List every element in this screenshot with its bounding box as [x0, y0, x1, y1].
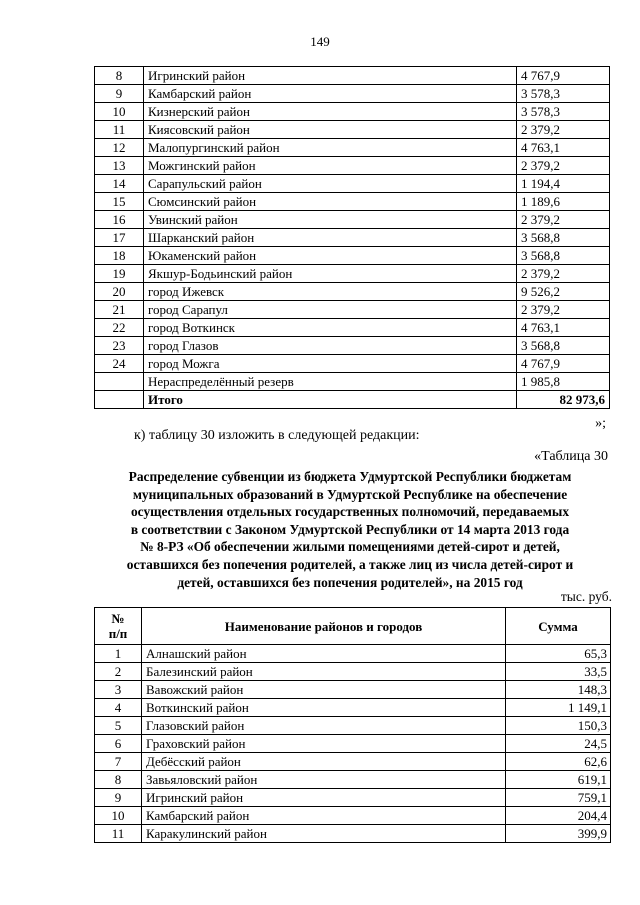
- table-row: [95, 265, 610, 283]
- row-num: 17: [95, 229, 144, 247]
- row-name: Дебёсский район: [142, 753, 506, 771]
- row-name: Юкаменский район: [144, 247, 517, 265]
- row-name: Увинский район: [144, 211, 517, 229]
- row-name: Игринский район: [144, 67, 517, 85]
- header-num-line1: №: [111, 611, 125, 626]
- row-num: 6: [95, 735, 142, 753]
- row-name: город Глазов: [144, 337, 517, 355]
- table-row: [95, 645, 611, 663]
- row-value: 65,3: [506, 645, 611, 663]
- row-name: Балезинский район: [142, 663, 506, 681]
- row-name: Малопургинский район: [144, 139, 517, 157]
- row-name: Игринский район: [142, 789, 506, 807]
- table-row: [95, 807, 611, 825]
- table-row: [95, 717, 611, 735]
- table-label: «Таблица 30: [534, 449, 608, 464]
- row-value: 2 379,2: [517, 157, 610, 175]
- table-row: [95, 373, 610, 391]
- row-num: 23: [95, 337, 144, 355]
- page-number: 149: [310, 34, 330, 49]
- row-value: 1 194,4: [517, 175, 610, 193]
- row-name: город Ижевск: [144, 283, 517, 301]
- total-row: [95, 391, 610, 409]
- table-row: [95, 175, 610, 193]
- row-name: Камбарский район: [142, 807, 506, 825]
- row-name: Кизнерский район: [144, 103, 517, 121]
- table-row: [95, 103, 610, 121]
- row-value: 3 568,8: [517, 337, 610, 355]
- row-value: 3 578,3: [517, 103, 610, 121]
- header-num: [95, 608, 142, 645]
- table-row: [95, 301, 610, 319]
- row-value: 3 578,3: [517, 85, 610, 103]
- row-value: 24,5: [506, 735, 611, 753]
- row-value: 4 763,1: [517, 139, 610, 157]
- row-value: 4 763,1: [517, 319, 610, 337]
- row-name: Воткинский район: [142, 699, 506, 717]
- row-name: Якшур-Бодьинский район: [144, 265, 517, 283]
- table-row: [95, 355, 610, 373]
- previous-table: [94, 66, 610, 409]
- row-num: 15: [95, 193, 144, 211]
- row-name: Граховский район: [142, 735, 506, 753]
- row-num: 22: [95, 319, 144, 337]
- distribution-table-body: [95, 645, 611, 843]
- row-value: 204,4: [506, 807, 611, 825]
- table-row: [95, 771, 611, 789]
- row-name: город Можга: [144, 355, 517, 373]
- row-name: Можгинский район: [144, 157, 517, 175]
- row-name: Сарапульский район: [144, 175, 517, 193]
- row-value: 4 767,9: [517, 67, 610, 85]
- row-value: 3 568,8: [517, 229, 610, 247]
- row-value: 1 189,6: [517, 193, 610, 211]
- row-num: 12: [95, 139, 144, 157]
- units-label: тыс. руб.: [560, 589, 612, 604]
- table-row: [95, 247, 610, 265]
- distribution-table-header: [95, 608, 611, 645]
- row-value: 1 985,8: [517, 373, 610, 391]
- table-row: [95, 753, 611, 771]
- title-line: в соответствии с Законом Удмуртской Республики от 14 марта 2013 года: [130, 521, 570, 537]
- header-sum: Сумма: [506, 608, 611, 645]
- row-name: Каракулинский район: [142, 825, 506, 843]
- header-row: [95, 608, 611, 645]
- row-value: 62,6: [506, 753, 611, 771]
- row-value: 9 526,2: [517, 283, 610, 301]
- row-num: 11: [95, 825, 142, 843]
- row-value: 148,3: [506, 681, 611, 699]
- table-row: [95, 789, 611, 807]
- closing-quote: »;: [595, 416, 606, 431]
- row-num: 9: [95, 85, 144, 103]
- row-num: 11: [95, 121, 144, 139]
- row-num: [95, 373, 144, 391]
- row-name: Киясовский район: [144, 121, 517, 139]
- row-num: 24: [95, 355, 144, 373]
- row-name: Глазовский район: [142, 717, 506, 735]
- row-num: 19: [95, 265, 144, 283]
- table-row: [95, 139, 610, 157]
- row-num: 16: [95, 211, 144, 229]
- row-num: 18: [95, 247, 144, 265]
- row-num: 8: [95, 67, 144, 85]
- table-row: [95, 681, 611, 699]
- row-num: 2: [95, 663, 142, 681]
- intro-text: к) таблицу 30 изложить в следующей редакции:: [134, 428, 420, 443]
- row-name: Шарканский район: [144, 229, 517, 247]
- table-row: [95, 825, 611, 843]
- row-name: Сюмсинский район: [144, 193, 517, 211]
- row-num: 10: [95, 103, 144, 121]
- title-line: № 8-РЗ «Об обеспечении жилыми помещениями детей-сирот и детей,: [140, 539, 560, 555]
- table-row: [95, 85, 610, 103]
- row-num: 4: [95, 699, 142, 717]
- row-value: 4 767,9: [517, 355, 610, 373]
- title-line: Распределение субвенции из бюджета Удмуртской Республики бюджетам: [128, 469, 572, 484]
- table-row: [95, 319, 610, 337]
- row-value: 2 379,2: [517, 301, 610, 319]
- row-value: 150,3: [506, 717, 611, 735]
- total-value: 82 973,6: [517, 391, 610, 409]
- row-num: 8: [95, 771, 142, 789]
- table-row: [95, 211, 610, 229]
- row-value: 759,1: [506, 789, 611, 807]
- row-value: 399,9: [506, 825, 611, 843]
- table-row: [95, 193, 610, 211]
- row-num: 7: [95, 753, 142, 771]
- table-row: [95, 157, 610, 175]
- row-name: Вавожский район: [142, 681, 506, 699]
- row-name: Завьяловский район: [142, 771, 506, 789]
- row-value: 2 379,2: [517, 211, 610, 229]
- table-row: [95, 337, 610, 355]
- row-num: 5: [95, 717, 142, 735]
- header-num-line2: п/п: [108, 626, 128, 641]
- row-num: 1: [95, 645, 142, 663]
- title-line: детей, оставшихся без попечения родителей», на 2015 год: [177, 574, 523, 590]
- table-row: [95, 229, 610, 247]
- total-num: [95, 391, 144, 409]
- row-num: 9: [95, 789, 142, 807]
- row-num: 10: [95, 807, 142, 825]
- row-value: 2 379,2: [517, 121, 610, 139]
- table-row: [95, 67, 610, 85]
- row-num: 20: [95, 283, 144, 301]
- row-value: 3 568,8: [517, 247, 610, 265]
- table-title: [90, 468, 610, 591]
- row-value: 33,5: [506, 663, 611, 681]
- row-value: 1 149,1: [506, 699, 611, 717]
- row-name: Камбарский район: [144, 85, 517, 103]
- title-line: осуществления отдельных государственных полномочий, передаваемых: [130, 504, 570, 520]
- row-name: город Сарапул: [144, 301, 517, 319]
- table-row: [95, 283, 610, 301]
- row-num: 13: [95, 157, 144, 175]
- header-name: Наименование районов и городов: [142, 608, 506, 645]
- row-num: 21: [95, 301, 144, 319]
- table-row: [95, 663, 611, 681]
- title-line: оставшихся без попечения родителей, а также лиц из числа детей-сирот и: [126, 556, 574, 572]
- total-label: Итого: [144, 391, 517, 409]
- row-name: Алнашский район: [142, 645, 506, 663]
- row-value: 2 379,2: [517, 265, 610, 283]
- distribution-table: [94, 607, 611, 843]
- title-line: муниципальных образований в Удмуртской Республике на обеспечение: [132, 486, 568, 502]
- row-num: 3: [95, 681, 142, 699]
- row-name: город Воткинск: [144, 319, 517, 337]
- previous-table-body: [95, 67, 610, 409]
- row-name: Нераспределённый резерв: [144, 373, 517, 391]
- table-row: [95, 121, 610, 139]
- table-row: [95, 699, 611, 717]
- row-num: 14: [95, 175, 144, 193]
- row-value: 619,1: [506, 771, 611, 789]
- table-row: [95, 735, 611, 753]
